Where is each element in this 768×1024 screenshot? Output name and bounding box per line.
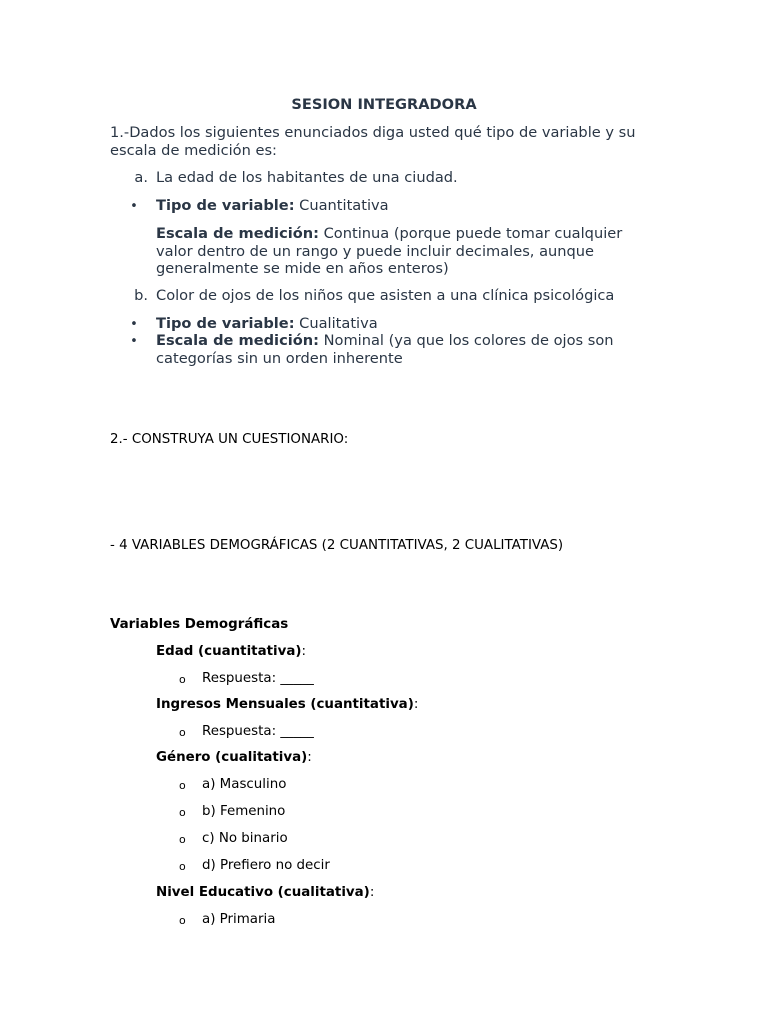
item-a-text: La edad de los habitantes de una ciudad. [156,169,458,186]
circle-bullet-icon: o [179,779,186,792]
var-edad [156,643,306,661]
item-b-marker: b. [134,287,148,304]
escala-label: Escala de medición: [156,332,319,349]
item-b-escala [156,332,661,367]
item-a-escala [156,225,661,278]
option: Respuesta: _____ [202,724,314,739]
tipo-value: Cuantitativa [294,197,389,214]
var-colon: : [301,644,306,659]
circle-bullet-icon: o [179,806,186,819]
option: b) Femenino [202,804,286,819]
var-nivel-educativo [156,884,374,902]
escala-value: Nominal (ya que los colores de ojos son categorías sin un orden inherente [156,332,614,367]
tipo-label: Tipo de variable: [156,315,295,332]
option: c) No binario [202,831,288,846]
item-a-marker: a. [134,169,148,186]
item-b-text: Color de ojos de los niños que asisten a una clínica psicológica [156,287,615,304]
var-label: Edad (cuantitativa) [156,644,302,659]
page-title: SESION INTEGRADORA [291,96,477,113]
var-label: Nivel Educativo (cualitativa) [156,885,370,900]
escala-label: Escala de medición: [156,225,319,242]
circle-bullet-icon: o [179,833,186,846]
question-1: 1.-Dados los siguientes enunciados diga usted qué tipo de variable y su escala de medición es: [110,124,636,159]
var-genero [156,749,312,767]
bullet-icon: • [130,199,138,214]
bullet-icon: • [130,334,138,349]
bullet-icon: • [130,317,138,332]
option: a) Primaria [202,912,276,927]
circle-bullet-icon: o [179,914,186,927]
var-label: Género (cualitativa) [156,750,308,765]
escala-value: Continua (porque puede tomar cualquier valor dentro de un rango y puede incluir decimales, aunque generalmente se mide en años enteros) [156,225,623,277]
demographics-heading: Variables Demográficas [110,617,289,632]
var-ingresos [156,696,418,714]
var-label: Ingresos Mensuales (cuantitativa) [156,697,414,712]
question-2: 2.- CONSTRUYA UN CUESTIONARIO: [110,432,349,447]
var-colon: : [369,885,375,900]
option: Respuesta: _____ [202,671,314,686]
item-b-tipo [156,315,676,333]
circle-bullet-icon: o [179,726,186,739]
circle-bullet-icon: o [179,673,186,686]
tipo-value: Cualitativa [294,315,378,332]
circle-bullet-icon: o [179,860,186,873]
item-a-tipo [156,197,676,215]
var-colon: : [307,750,312,765]
tipo-label: Tipo de variable: [156,197,295,214]
option: d) Prefiero no decir [202,858,330,873]
option: a) Masculino [202,777,287,792]
var-colon: : [413,697,419,712]
question-2-sub: - 4 VARIABLES DEMOGRÁFICAS (2 CUANTITATIVAS, 2 CUALITATIVAS) [110,538,564,553]
